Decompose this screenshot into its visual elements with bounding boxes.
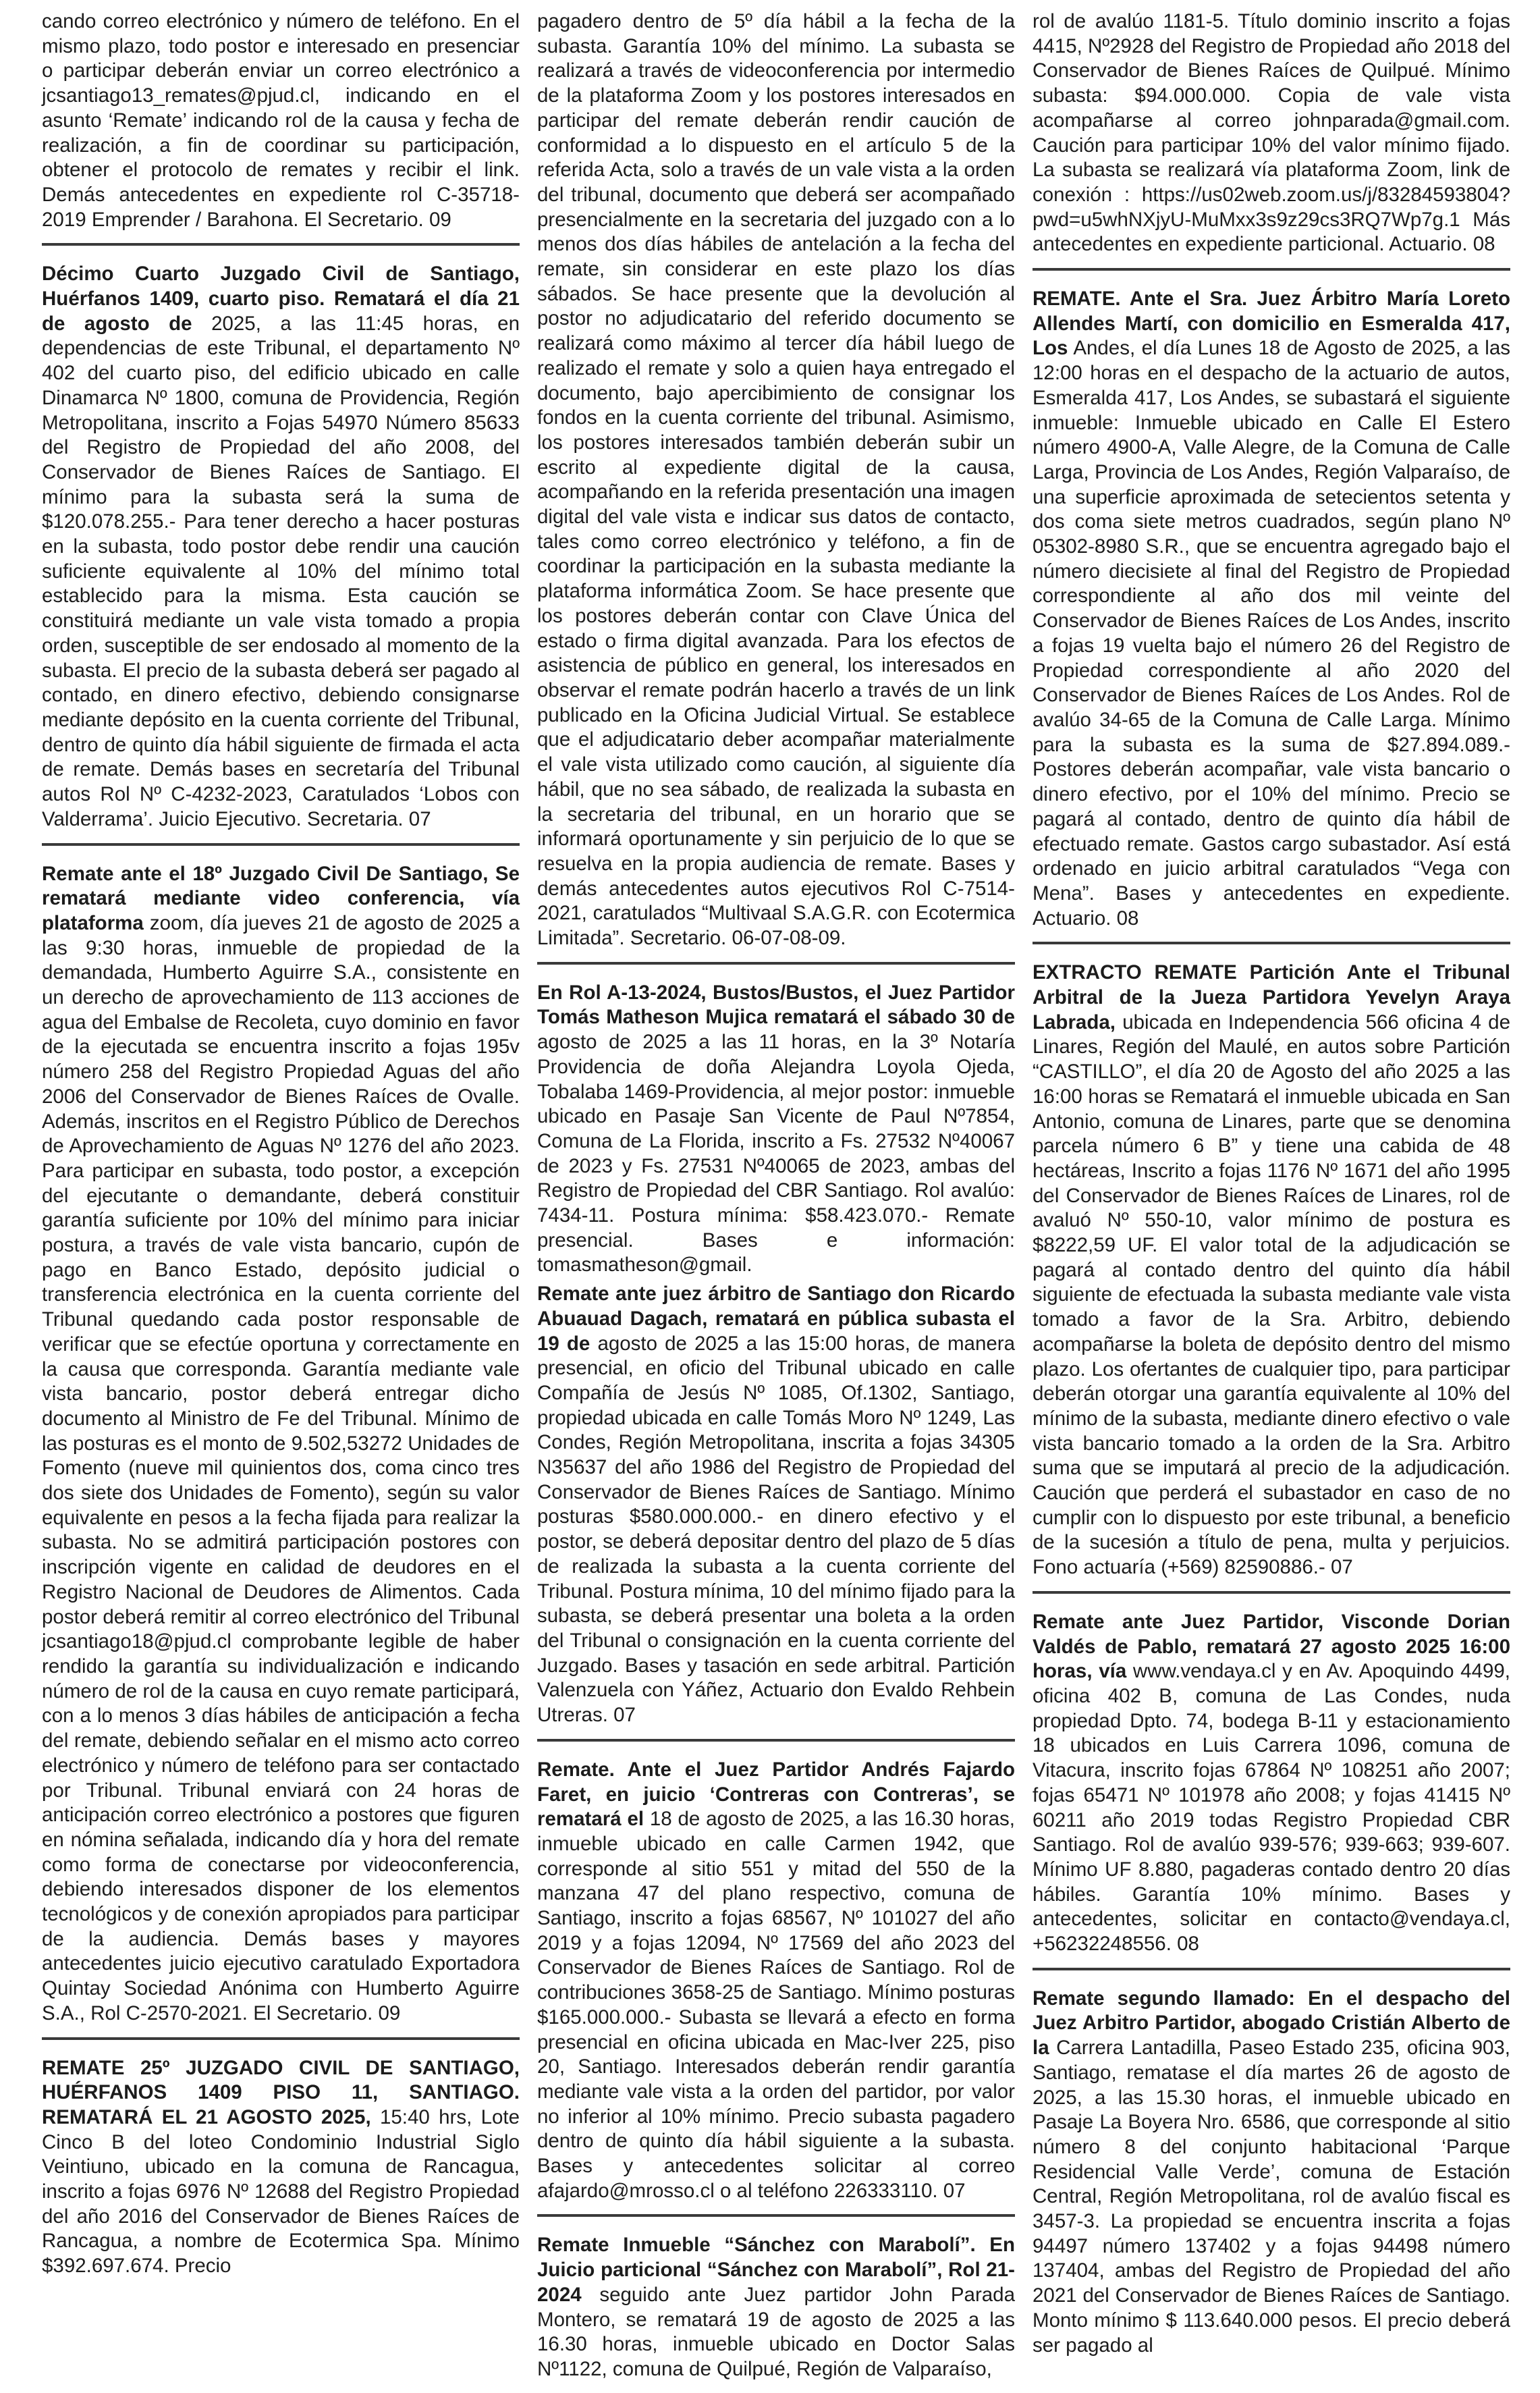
column-1 [42, 9, 520, 2278]
notice-body: pagadero dentro de 5º día hábil a la fecha de la subasta. Garantía 10% del mínimo. La subasta se realizará a través de videoconferencia por intermedio de la plataforma Zoom y los postores interesados en participar del remate deberán rendir caución de conformidad a lo dispuesto en el artículo 5 de la referida Acta, solo a través de un vale vista a la orden del tribunal, documento que deberá ser acompañado presencialmente en la secretaria del juzgado con a lo menos dos días hábiles de antelación a la fecha del remate, sin considerar en este plazo los días sábados. Se hace presente que la devolución al postor no adjudicatario del referido documento se realizará como máximo al tercer día hábil luego de realizado el remate y solo a quien haya entregado el documento, bajo apercibimiento de consignar los fondos en la cuenta corriente del tribunal. Asimismo, los postores interesados también deberán subir un escrito al expediente digital de la causa, acompañando en la referida presentación una imagen digital del vale vista e indicar sus datos de contacto, tales como correo electrónico y teléfono, a fin de coordinar la participación en la subasta mediante la plataforma informática Zoom. Se hace presente que los postores deberán contar con Clave Única del estado o firma digital avanzada. Para los efectos de asistencia de público en general, los interesados en observar el remate podrán hacerlo a través de un link publicado en la Oficina Judicial Virtual. Se establece que el adjudicatario deber acompañar materialmente el vale vista utilizado como caución, al siguiente día hábil, que no sea sábado, de realizada la subasta en la secretaria del tribunal, en un horario que se informará oportunamente y sin perjuicio de lo que se resuelva en la propia audiencia de remate. Bases y demás antecedentes autos ejecutivos Rol C-7514-2021, caratulados “Multivaal S.A.G.R. con Ecotermica Limitada”. Secretario. 06-07-08-09. [537, 10, 1015, 950]
notice-body: Carrera Lantadilla, Paseo Estado 235, oficina 903, Santiago, rematase el día martes 26 de agosto de 2025, a las 15.30 horas, el inmueble ubicado en Pasaje La Boyera Nro. 6586, que corresponde al sitio número 8 del conjunto habitacional ‘Parque Residencial Valle Verde’, comuna de Estación Central, Región Metropolitana, rol de avalúo fiscal es 3457-3. La propiedad se encuentra inscrita a fojas 94497 número 137402 y a fojas 94498 número 137404, ambas del Registro de Propiedad del año 2021 del Conservador de Bienes Raíces de Santiago. Monto mínimo $ 113.640.000 pesos. El precio deberá ser pagado al [1033, 2037, 1510, 2357]
notice-body: 18 de agosto de 2025, a las 16.30 horas, inmueble ubicado en calle Carmen 1942, que corresponde al sitio 551 y mitad del 550 de la manzana 47 del plano respectivo, comuna de Santiago, inscrito a fojas 68567, Nº 101027 del año 2019 y a fojas 12094, Nº 17569 del año 2023 del Conservador de Bienes Raíces de Santiago. Rol de contribuciones 3658-25 de Santiago. Mínimo posturas $165.000.000.- Subasta se llevará a efecto en forma presencial en oficina ubicada en Mac-Iver 225, piso 20, Santiago. Interesados deberán rendir garantía mediante vale vista a la orden del partidor, por valor no inferior al 10% mínimo. Precio subasta pagadero dentro de quinto día hábil siguiente a la subasta. Bases y antecedentes solicitar al correo afajardo@mrosso.cl o al teléfono 226333110. 07 [537, 1808, 1015, 2202]
notice-bustos-bustos [537, 962, 1015, 1739]
notice-continuation [537, 9, 1015, 962]
notice-vendaya [1033, 1591, 1510, 1968]
notice-castillo [1033, 942, 1510, 1591]
notice-body: zoom, día jueves 21 de agosto de 2025 a las 9:30 horas, inmueble de propiedad de la demandada, Humberto Aguirre S.A., consistente en un derecho de aprovechamiento de 113 acciones de agua del Embalse de Recoleta, cuyo dominio en favor de la ejecutada se encuentra inscrito a fojas 195v número 258 del Registro Propiedad Aguas del año 2006 del Conservador de Bienes Raíces de Ovalle. Además, inscritos en el Registro Público de Derechos de Aprovechamiento de Aguas Nº 1276 del año 2023. Para participar en subasta, todo postor, a excepción del ejecutante o demandante, deberá constituir garantía suficiente por 10% del mínimo para iniciar postura, a través de vale vista bancario, cupón de pago en Banco Estado, depósito judicial o transferencia electrónica en la cuenta corriente del Tribunal quedando cada postor responsable de verificar que se efectúe oportuna y correctamente en la causa que corresponda. Garantía mediante vale vista bancario, postor deberá entregar dicho documento al Ministro de Fe del Tribunal. Mínimo de las posturas es el monto de 9.502,53272 Unidades de Fomento (nueve mil quinientos dos, coma cinco tres dos siete dos Unidades de Fomento), según su valor equivalente en pesos a la fecha fijada para realizar la subasta. No se admitirá participación postores con inscripción vigente en calidad de deudores en el Registro Nacional de Deudores de Alimentos. Cada postor deberá remitir al correo electrónico del Tribunal jcsantiago18@pjud.cl comprobante legible de haber rendido la garantía su individualización e indicando número de rol de la causa en cuyo remate participará, con a lo menos 3 días hábiles de anticipación a fecha del remate, debiendo señalar en el mismo acto correo electrónico y número de teléfono para ser contactado por Tribunal. Tribunal enviará con 24 horas de anticipación correo electrónico a postores que figuren en nómina señalada, indicando día y hora del remate como forma de conectarse por videoconferencia, debiendo interesados disponer de los elementos tecnológicos y de conexión apropiados para participar de la audiencia. Demás bases y mayores antecedentes juicio ejecutivo caratulado Exportadora Quintay Sociedad Anónima con Humberto Aguirre S.A., Rol C-2570-2021. El Secretario. 09 [42, 911, 520, 2024]
notice-body: www.vendaya.cl y en Av. Apoquindo 4499, oficina 402 B, comuna de Las Condes, nuda propiedad Dpto. 74, bodega B-11 y estacionamiento 18 ubicados en Luis Carrera 1096, comuna de Vitacura, inscrito fojas 67864 Nº 108251 año 2007; fojas 65471 Nº 101978 año 2008; y fojas 41415 Nº 60211 año 2019 todas Registro Propiedad CBR Santiago. Rol de avalúo 939-576; 939-663; 939-607. Mínimo UF 8.880, pagaderas contado dentro 20 días hábiles. Garantía 10% mínimo. Bases y antecedentes, solicitar en contacto@vendaya.cl, +56232248556. 08 [1033, 1660, 1511, 1956]
notice-body: agosto de 2025 a las 15:00 horas, de manera presencial, en oficio del Tribunal ubicado en calle Compañía de Jesús Nº 1085, Of.1302, Santiago, propiedad ubicada en calle Tomás Moro Nº 1249, Las Condes, Región Metropolitana, inscrita a fojas 34305 N35637 del año 1986 del Registro de Propiedad del Conservador de Bienes Raíces de Santiago. Mínimo posturas $580.000.000.- en dinero efectivo y el postor, se deberá depositar dentro del plazo de 5 días de realizada la subasta a la cuenta corriente del Tribunal. Postura mínima, 10 del mínimo fijado para la subasta, se deberá presentar una boleta a la orden del Tribunal o consignación en la cuenta corriente del Juzgado. Bases y tasación en sede arbitral. Partición Valenzuela con Yáñez, Actuario don Evaldo Rehbein Utreras. 07 [537, 1332, 1015, 1727]
notice-heading: Remate ante el 18º Juzgado Civil De Santiago, Se rematará mediante video conferencia, vía plataforma [42, 862, 520, 934]
notice-heading: Remate ante juez árbitro de Santiago don Ricardo Abuauad Dagach, rematará en pública subasta el 19 de [537, 1283, 1015, 1355]
notice-25-juzgado-civil [42, 2037, 520, 2290]
notice-heading: Remate. Ante el Juez Partidor Andrés Fajardo Faret, en juicio ‘Contreras con Contreras’, se rematará el [537, 1758, 1015, 1831]
notice-body: rol de avalúo 1181-5. Título dominio inscrito a fojas 4415, Nº2928 del Registro de Propiedad año 2018 del Conservador de Bienes Raíces de Quilpué. Mínimo subasta: $94.000.000. Copia de vale vista acompañarse al correo johnparada@gmail.com. Caución para participar 10% del valor mínimo fijado. La subasta se realizará vía plataforma Zoom, link de conexión : https://us02web.zoom.us/j/83284593804?pwd=u5whNXjyU-MuMxx3s9z29cs3RQ7Wp7g.1 Más antecedentes en expediente particional. Actuario. 08 [1033, 10, 1510, 256]
notice-segundo-llamado [1033, 1968, 1510, 2369]
notice-heading: REMATE 25º JUZGADO CIVIL DE SANTIAGO, HUÉRFANOS 1409 PISO 11, SANTIAGO. REMATARÁ EL 21 AGOSTO 2025, [42, 2056, 520, 2128]
notice-body: cando correo electrónico y número de teléfono. En el mismo plazo, todo postor e interesado en presenciar o participar deberán enviar un correo electrónico a jcsantiago13_remates@pjud.cl, indicando en el asunto ‘Remate’ indicando rol de la causa y fecha de realización, a fin de coordinar su participación, obtener el protocolo de remates y recibir el link. Demás antecedentes en expediente rol C-35718-2019 Emprender / Barahona. El Secretario. 09 [42, 10, 520, 231]
notice-18-juzgado-civil [42, 843, 520, 2037]
notice-heading: REMATE. Ante el Sra. Juez Árbitro María Loreto Allendes Martí, con domicilio en Esmeralda 417, Los [1033, 288, 1510, 360]
column-2 [537, 9, 1015, 2380]
notice-body: agosto de 2025 a las 11 horas, en la 3º Notaría Providencia de doña Alejandra Loyola Ojeda, Tobalaba 1469-Providencia, al mejor postor: inmueble ubicado en Pasaje San Vicente de Paul Nº7854, Comuna de La Florida, inscrito a Fs. 27532 Nº40067 de 2023 y Fs. 27531 Nº40065 de 2023, ambas del Registro de Propiedad del CBR Santiago. Rol avalúo: 7434-11. Postura mínima: $58.423.070.- Remate presencial. Bases e información: tomasmatheson@gmail. [537, 1031, 1015, 1276]
notice-sanchez-marabolí [537, 2214, 1015, 2392]
notice-heading: En Rol A-13-2024, Bustos/Bustos, el Juez Partidor Tomás Matheson Mujica rematará el sábado 30 de [537, 981, 1015, 1029]
notice-body: seguido ante Juez partidor John Parada Montero, se rematará 19 de agosto de 2025 a las 16.30 horas, inmueble ubicado en Doctor Salas Nº1122, comuna de Quilpué, Región de Valparaíso, [537, 2283, 1015, 2380]
notice-heading: EXTRACTO REMATE Partición Ante el Tribunal Arbitral de la Jueza Partidora Yevelyn Araya Labrada, [1033, 961, 1510, 1033]
notice-body: ubicada en Independencia 566 oficina 4 de Linares, Región del Maulé, en autos sobre Partición “CASTILLO”, el día 20 de Agosto del año 2025 a las 16:00 horas se Rematará el inmueble ubicada en San Antonio, comuna de Linares, parte que se denomina parcela número 6 B” y tiene una cabida de 48 hectáreas, Inscrito a fojas 1176 Nº 1671 del año 1995 del Conservador de Bienes Raíces de Linares, rol de avaluó Nº 550-10, valor mínimo de postura es $8222,59 UF. El valor total de la adjudicación se pagará al contado dentro del quinto día hábil siguiente de efectuada la subasta mediante vale vista tomado a favor de la Sra. Arbitro, debiendo acompañarse la boleta de depósito dentro del mismo plazo. Los ofertantes de cualquier tipo, para participar deberán otorgar una garantía equivalente al 10% del mínimo de la subasta, mediante dinero efectivo o vale vista bancario tomado a la orden de la Sra. Arbitro suma que se imputará al precio de la adjudicación. Caución que perderá el subastador en caso de no cumplir con lo dispuesto por este tribunal, a beneficio de la sucesión a título de pena, multa y perjuicios. Fono actuaría (+569) 82590886.- 07 [1033, 1011, 1510, 1579]
notice-abuauad-dagach [537, 1278, 1015, 1728]
notice-14-juzgado-civil [42, 243, 520, 842]
notice-heading: Remate ante Juez Partidor, Visconde Dorian Valdés de Pablo, rematará 27 agosto 2025 16:00 horas, vía [1033, 1610, 1510, 1683]
notice-heading: Remate segundo llamado: En el despacho del Juez Arbitro Partidor, abogado Cristián Alberto de la [1033, 1987, 1510, 2060]
notice-vega-mena [1033, 268, 1510, 942]
notice-body: Andes, el día Lunes 18 de Agosto de 2025, a las 12:00 horas en el despacho de la actuario de autos, Esmeralda 417, Los Andes, se subastará el siguiente inmueble: Inmueble ubicado en Calle El Estero número 4900-A, Valle Alegre, de la Comuna de Calle Larga, Provincia de Los Andes, Región Valparaíso, de una superficie aproximada de setecientos setenta y dos coma siete metros cuadrados, según plano Nº 05302-8980 S.R., que se encuentra agregado bajo el número diecisiete al final del Registro de Propiedad correspondiente al año dos mil veinte del Conservador de Bienes Raíces de Los Andes, inscrito a fojas 19 vuelta bajo el número 26 del Registro de Propiedad correspondiente al año 2020 del Conservador de Bienes Raíces de Los Andes. Rol de avalúo 34-65 de la Comuna de Calle Larga. Mínimo para la subasta es la suma de $27.894.089.- Postores deberán acompañar, vale vista bancario o dinero efectivo, por el 10% del mínimo. Precio se pagará al contado, dentro de quinto día hábil de efectuado remate. Gastos cargo subastador. Así está ordenado en juicio arbitral caratulados “Vega con Mena”. Bases y antecedentes en expediente. Actuario. 08 [1033, 337, 1510, 930]
notice-body: 2025, a las 11:45 horas, en dependencias de este Tribunal, el departamento Nº 402 del cuarto piso, del edificio ubicado en calle Dinamarca Nº 1800, comuna de Providencia, Región Metropolitana, inscrito a Fojas 54970 Número 85633 del Registro de Propiedad del año 2008, del Conservador de Bienes Raíces de Santiago. El mínimo para la subasta será la suma de $120.078.255.- Para tener derecho a hacer posturas en la subasta, todo postor debe rendir una caución suficiente equivalente al 10% del mínimo total establecido para la misma. Esta caución se constituirá mediante un vale vista tomado a propia orden, susceptible de ser endosado al momento de la subasta. El precio de la subasta deberá ser pagado al contado, en dinero efectivo, debiendo consignarse mediante depósito en la cuenta corriente del Tribunal, dentro de quinto día hábil siguiente de firmada el acta de remate. Demás bases en secretaría del Tribunal autos Rol Nº C-4232-2023, Caratulados ‘Lobos con Valderrama’. Juicio Ejecutivo. Secretaria. 07 [42, 312, 520, 830]
column-3 [1033, 9, 1511, 2357]
notice-continuation [42, 9, 520, 243]
notice-heading: Remate Inmueble “Sánchez con Marabolí”. En Juicio particional “Sánchez con Marabolí”, Rol 21-2024 [537, 2234, 1015, 2306]
notice-body: 15:40 hrs, Lote Cinco B del loteo Condominio Industrial Siglo Veintiuno, ubicado en la comuna de Rancagua, inscrito a fojas 6976 Nº 12688 del Registro Propiedad del año 2016 del Conservador de Bienes Raíces de Rancagua, a nombre de Ecotermica Spa. Mínimo $392.697.674. Precio [42, 2105, 520, 2278]
notice-contreras [537, 1739, 1015, 2215]
notice-heading: Décimo Cuarto Juzgado Civil de Santiago, Huérfanos 1409, cuarto piso. Rematará el día 21 de agosto de [42, 263, 520, 335]
notice-continuation [1033, 9, 1510, 268]
